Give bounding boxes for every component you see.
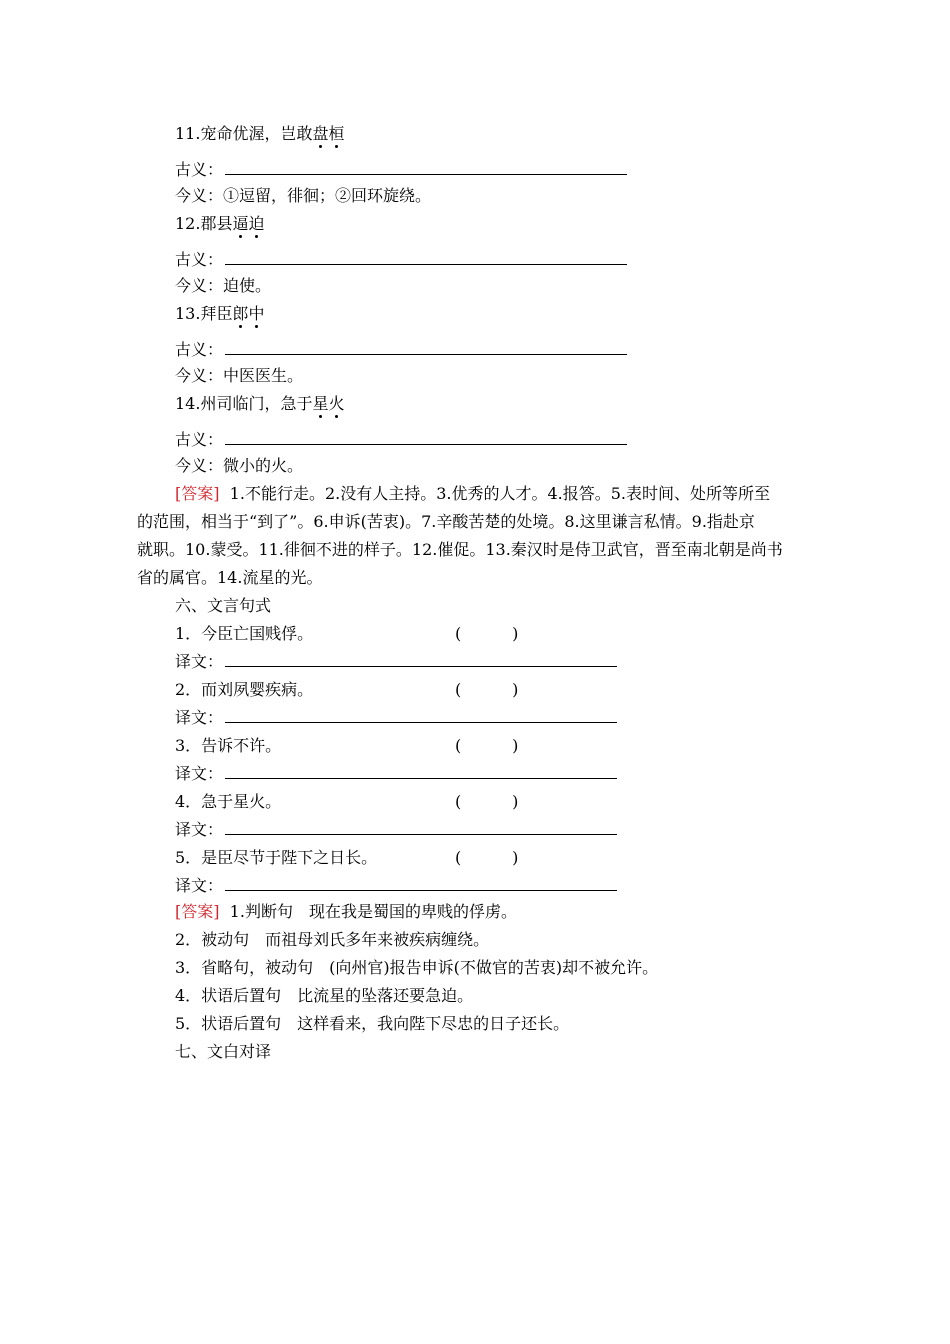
ancient-meaning-label: 古义： (175, 250, 224, 269)
translation-blank-line[interactable] (225, 709, 617, 723)
word-item (175, 394, 345, 414)
answer-text: 省的属官。14.流星的光。 (137, 568, 323, 587)
answer-text: 5．状语后置句 这样看来，我向陛下尽忠的日子还长。 (175, 1014, 570, 1033)
sentence-item: 2．而刘夙婴疾病。 (175, 680, 314, 699)
sentence-item: 3．告诉不许。 (175, 736, 282, 755)
answer-text: 就职。10.蒙受。11.徘徊不进的样子。12.催促。13.秦汉时是侍卫武官，晋至南北朝是尚书 (137, 540, 783, 559)
dotted-char: 迫 (248, 214, 265, 233)
answer-text: 4．状语后置句 比流星的坠落还要急迫。 (175, 986, 474, 1005)
dotted-char: 盘 (312, 124, 329, 143)
answer-text: 1.判断句 现在我是蜀国的卑贱的俘虏。 (229, 902, 517, 921)
translation-blank-line[interactable] (225, 821, 617, 835)
translation-row (175, 820, 617, 840)
word-item (175, 304, 265, 324)
answer-blank-line[interactable] (225, 251, 627, 265)
sentence-type-blank[interactable]: ( ) (455, 848, 519, 867)
translation-label: 译文： (175, 764, 224, 783)
item-number: 12. (175, 214, 201, 233)
ancient-meaning-row (175, 160, 627, 180)
dotted-char: 火 (328, 394, 345, 413)
translation-row (175, 764, 617, 784)
translation-blank-line[interactable] (225, 877, 617, 891)
sentence-item: 5．是臣尽节于陛下之日长。 (175, 848, 378, 867)
translation-label: 译文： (175, 708, 224, 727)
item-number: 14. (175, 394, 201, 413)
translation-row (175, 708, 617, 728)
modern-meaning: 今义：①逗留，徘徊；②回环旋绕。 (175, 186, 432, 205)
sentence-type-blank[interactable]: ( ) (455, 792, 519, 811)
translation-blank-line[interactable] (225, 765, 617, 779)
ancient-meaning-label: 古义： (175, 340, 224, 359)
item-number: 13. (175, 304, 201, 323)
answer-blank-line[interactable] (225, 161, 627, 175)
sentence-type-blank[interactable]: ( ) (455, 736, 519, 755)
answer-blank-line[interactable] (225, 431, 627, 445)
dotted-char: 桓 (328, 124, 345, 143)
answer-blank-line[interactable] (225, 341, 627, 355)
ancient-meaning-label: 古义： (175, 430, 224, 449)
translation-label: 译文： (175, 820, 224, 839)
answer-tag: [答案] (175, 902, 220, 921)
translation-blank-line[interactable] (225, 653, 617, 667)
dotted-char: 逼 (232, 214, 249, 233)
answer-paragraph (175, 902, 517, 922)
ancient-meaning-row (175, 250, 627, 270)
dotted-char: 中 (248, 304, 265, 323)
item-text: 郡县 (200, 214, 233, 233)
section-heading: 七、文白对译 (175, 1042, 272, 1061)
answer-text: 2．被动句 而祖母刘氏多年来被疾病缠绕。 (175, 930, 490, 949)
ancient-meaning-label: 古义： (175, 160, 224, 179)
section-heading: 六、文言句式 (175, 596, 272, 615)
answer-tag: [答案] (175, 484, 220, 503)
ancient-meaning-row (175, 430, 627, 450)
dotted-char: 郎 (232, 304, 249, 323)
translation-row (175, 652, 617, 672)
translation-row (175, 876, 617, 896)
sentence-type-blank[interactable]: ( ) (455, 624, 519, 643)
answer-text: 1.不能行走。2.没有人主持。3.优秀的人才。4.报答。5.表时间、处所等所至 (229, 484, 771, 503)
translation-label: 译文： (175, 876, 224, 895)
answer-text: 的范围，相当于“到了”。6.申诉(苦衷)。7.辛酸苦楚的处境。8.这里谦言私情。9.指赴京 (137, 512, 755, 531)
sentence-type-blank[interactable]: ( ) (455, 680, 519, 699)
sentence-item: 4．急于星火。 (175, 792, 282, 811)
item-text: 州司临门，急于 (200, 394, 313, 413)
answer-text: 3．省略句，被动句 (向州官)报告申诉(不做官的苦衷)却不被允许。 (175, 958, 659, 977)
answer-paragraph (175, 484, 770, 504)
ancient-meaning-row (175, 340, 627, 360)
item-text: 拜臣 (200, 304, 233, 323)
item-text: 宠命优渥，岂敢 (200, 124, 313, 143)
modern-meaning: 今义：迫使。 (175, 276, 272, 295)
modern-meaning: 今义：微小的火。 (175, 456, 304, 475)
item-number: 11. (175, 124, 201, 143)
translation-label: 译文： (175, 652, 224, 671)
word-item (175, 124, 345, 144)
word-item (175, 214, 265, 234)
modern-meaning: 今义：中医医生。 (175, 366, 304, 385)
dotted-char: 星 (312, 394, 329, 413)
sentence-item: 1．今臣亡国贱俘。 (175, 624, 314, 643)
